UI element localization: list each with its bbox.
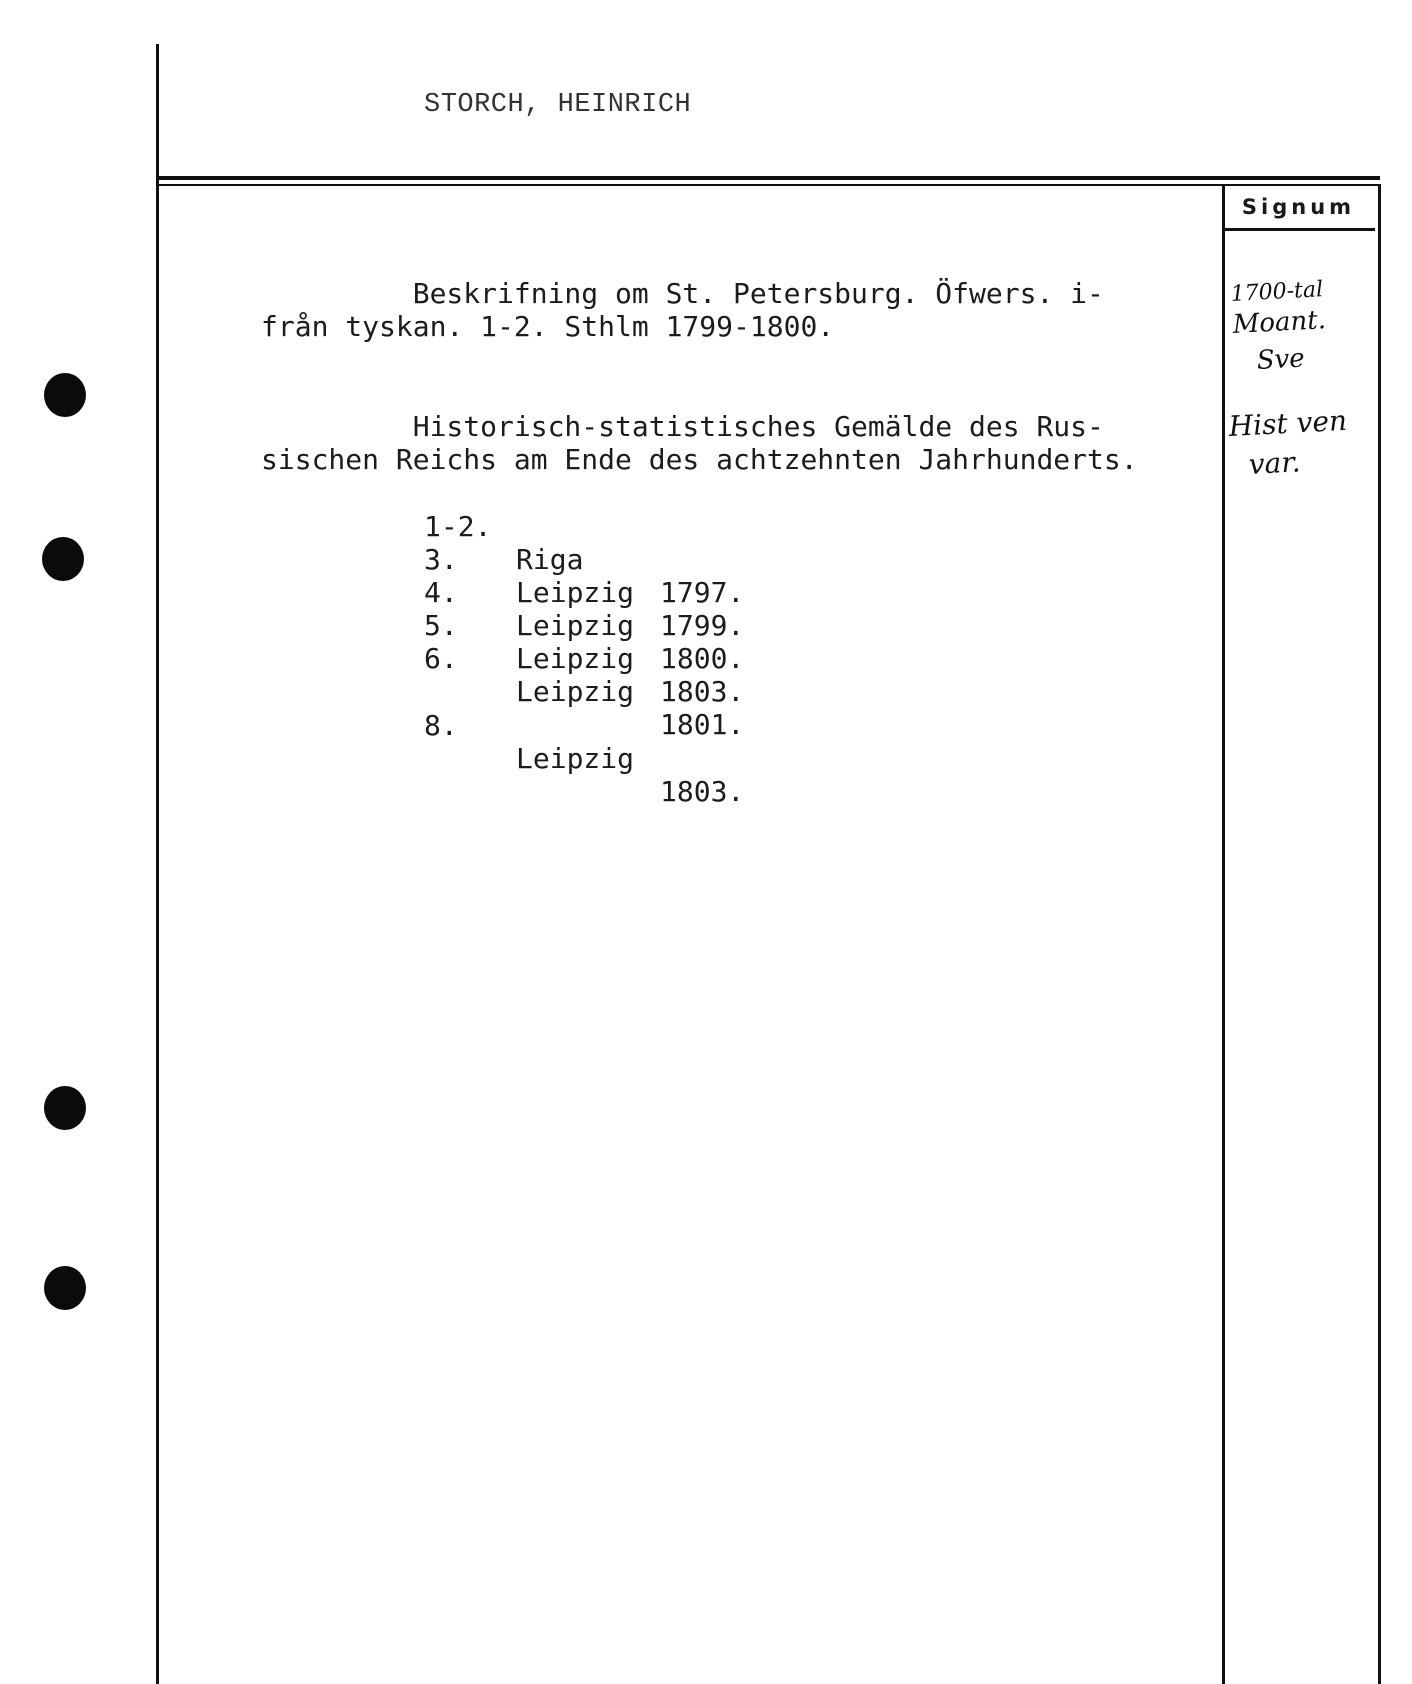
card-left-border (156, 44, 159, 1684)
volume-number: 8. (424, 709, 458, 742)
punch-hole (42, 537, 84, 581)
volume-place: Leipzig (516, 576, 635, 609)
volume-year: 1799. (660, 609, 745, 642)
volume-number: 3. (424, 543, 458, 576)
signum-note-1a: 1700-tal (1230, 277, 1324, 307)
entry-1-line-1: Beskrifning om St. Petersburg. Öfwers. i- (261, 277, 1104, 310)
signum-header: Signum (1222, 186, 1375, 231)
volume-number: 1-2. (424, 510, 492, 543)
volume-year: 1797. (660, 576, 745, 609)
entry-2-line-1: Historisch-statistisches Gemälde des Rus- (261, 410, 1104, 443)
volume-place: Leipzig (516, 742, 635, 775)
volume-year: 1803. (660, 775, 745, 808)
header-rule (156, 176, 1380, 180)
punch-hole (44, 1266, 86, 1310)
volume-place: Leipzig (516, 675, 635, 708)
entry-2-line-2: sischen Reichs am Ende des achtzehnten Jahrhunderts. (261, 443, 1138, 476)
volume-year: 1803. (660, 675, 745, 708)
volume-place: Leipzig (516, 642, 635, 675)
volume-number: 5. (424, 609, 458, 642)
volume-place: Riga (516, 543, 584, 576)
volume-year: 1801. (660, 708, 745, 741)
signum-note-2b: var. (1247, 445, 1302, 481)
volume-year: 1800. (660, 642, 745, 675)
punch-hole (44, 373, 86, 417)
punch-hole (44, 1086, 86, 1130)
header-rule-secondary (156, 184, 1380, 186)
volume-place: Leipzig (516, 609, 635, 642)
volume-number: 6. (424, 642, 458, 675)
signum-note-1b: Moant. (1232, 305, 1327, 340)
entry-1-line-2: från tyskan. 1-2. Sthlm 1799-1800. (261, 310, 835, 343)
author-heading: STORCH, HEINRICH (424, 90, 692, 120)
volume-number: 4. (424, 576, 458, 609)
signum-note-2a: Hist ven (1227, 403, 1348, 443)
signum-note-1c: Sve (1256, 343, 1306, 376)
